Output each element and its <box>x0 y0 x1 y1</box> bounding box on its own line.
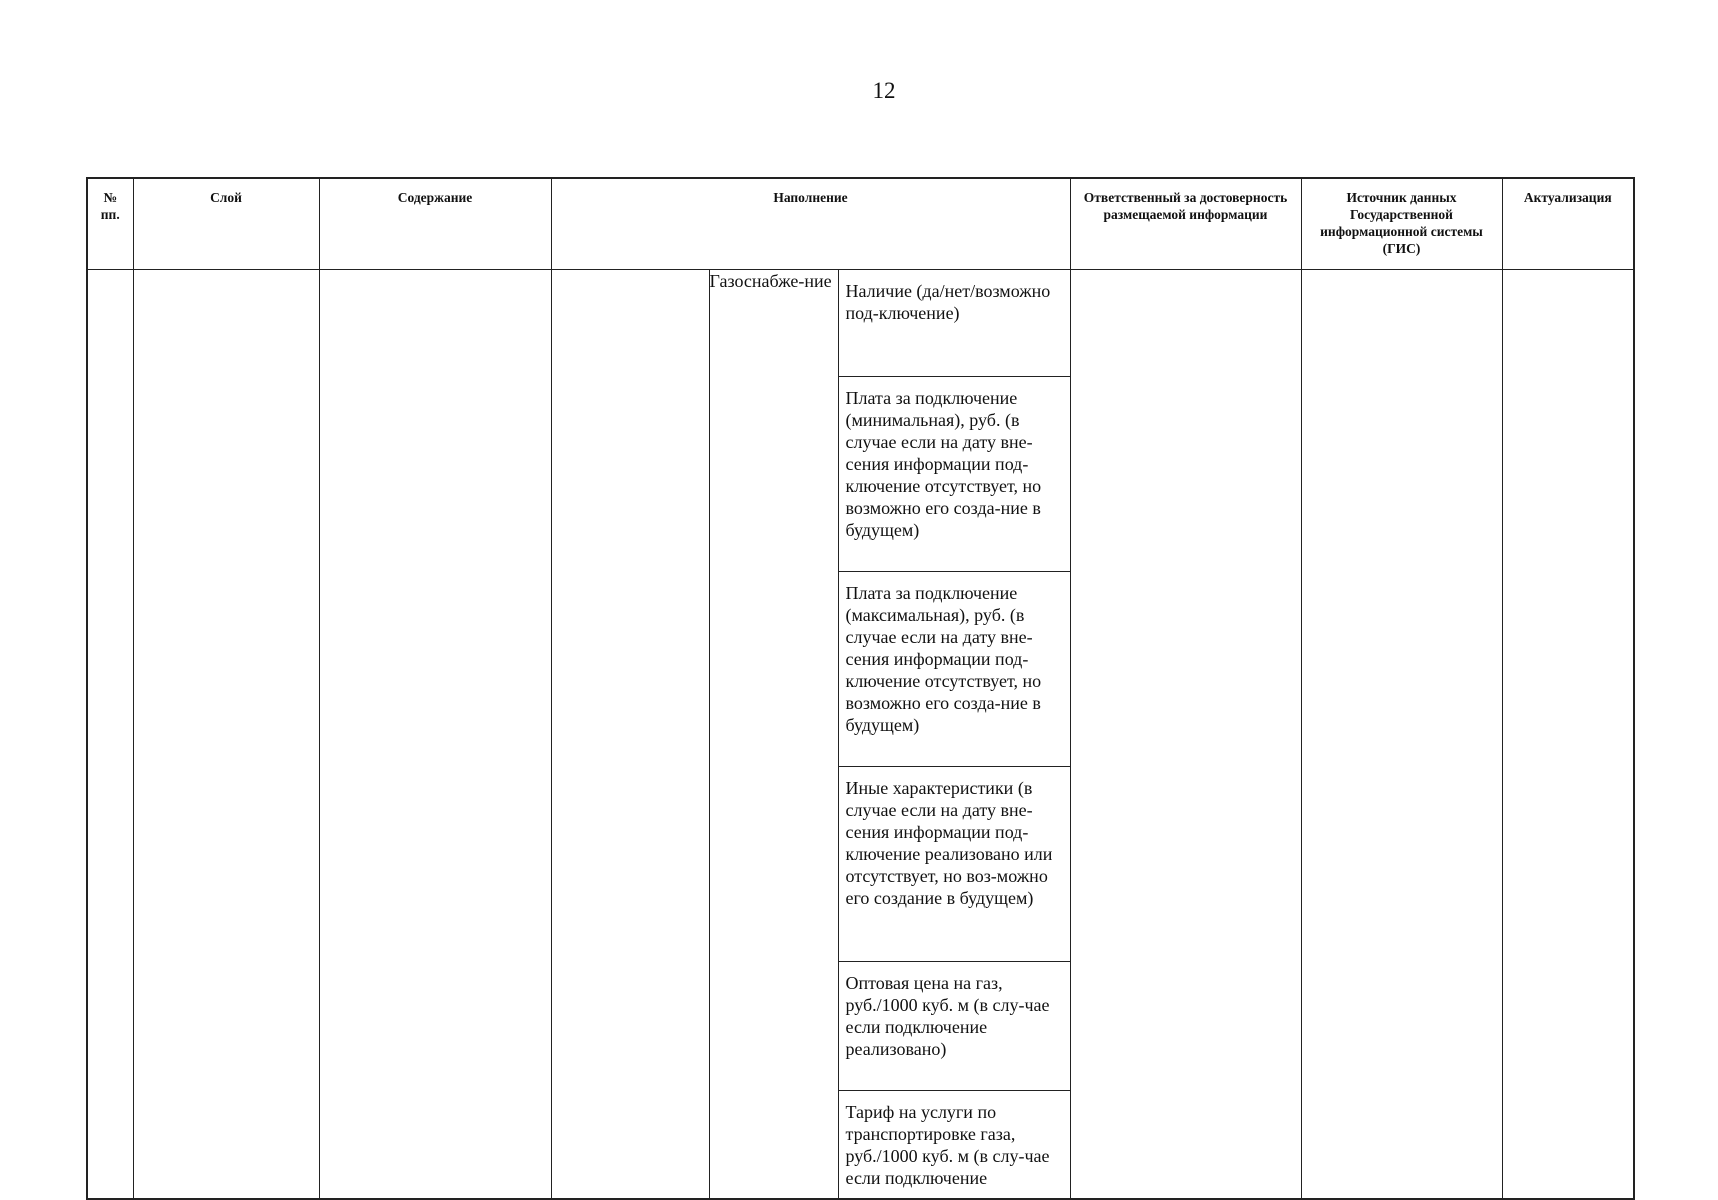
header-update: Актуализация <box>1502 178 1634 270</box>
page-number: 12 <box>872 78 896 103</box>
items-list <box>839 270 1070 1198</box>
list-item: Тариф на услуги по транспортировке газа, руб./1000 куб. м (в слу-чае если подключение <box>845 1102 1050 1188</box>
cell-layer <box>133 270 319 1200</box>
header-filling: Наполнение <box>551 178 1070 270</box>
cell-subcategory: Газоснабже-ние <box>709 270 838 1200</box>
list-item: Иные характеристики (в случае если на дату вне-сения информации под-ключение реализовано или отсутствует, но воз-можно его создание в будущем) <box>839 767 1070 962</box>
header-source: Источник данных Государственной информационной системы (ГИС) <box>1301 178 1502 270</box>
header-num: № пп. <box>87 178 133 270</box>
header-content: Содержание <box>319 178 551 270</box>
document-table <box>86 177 1635 1200</box>
cell-source <box>1301 270 1502 1200</box>
list-item: Оптовая цена на газ, руб./1000 куб. м (в слу-чае если подключение реализовано) <box>839 962 1070 1091</box>
cell-update <box>1502 270 1634 1200</box>
cell-num <box>87 270 133 1200</box>
table-row <box>87 270 1634 1200</box>
cell-items <box>838 270 1070 1200</box>
list-item: Плата за подключение (минимальная), руб. (в случае если на дату вне-сения информации под-ключение отсутствует, но возможно его созда-ние в будущем) <box>839 377 1070 572</box>
cell-responsible <box>1070 270 1301 1200</box>
list-item: Наличие (да/нет/возможно под-ключение) <box>839 270 1070 377</box>
list-item: Плата за подключение (максимальная), руб. (в случае если на дату вне-сения информации под-ключение отсутствует, но возможно его созда-ние в будущем) <box>839 572 1070 767</box>
header-layer: Слой <box>133 178 319 270</box>
cell-filling-category <box>551 270 709 1200</box>
header-responsible: Ответственный за достоверность размещаемой информации <box>1070 178 1301 270</box>
table-header-row <box>87 178 1634 270</box>
cell-content <box>319 270 551 1200</box>
